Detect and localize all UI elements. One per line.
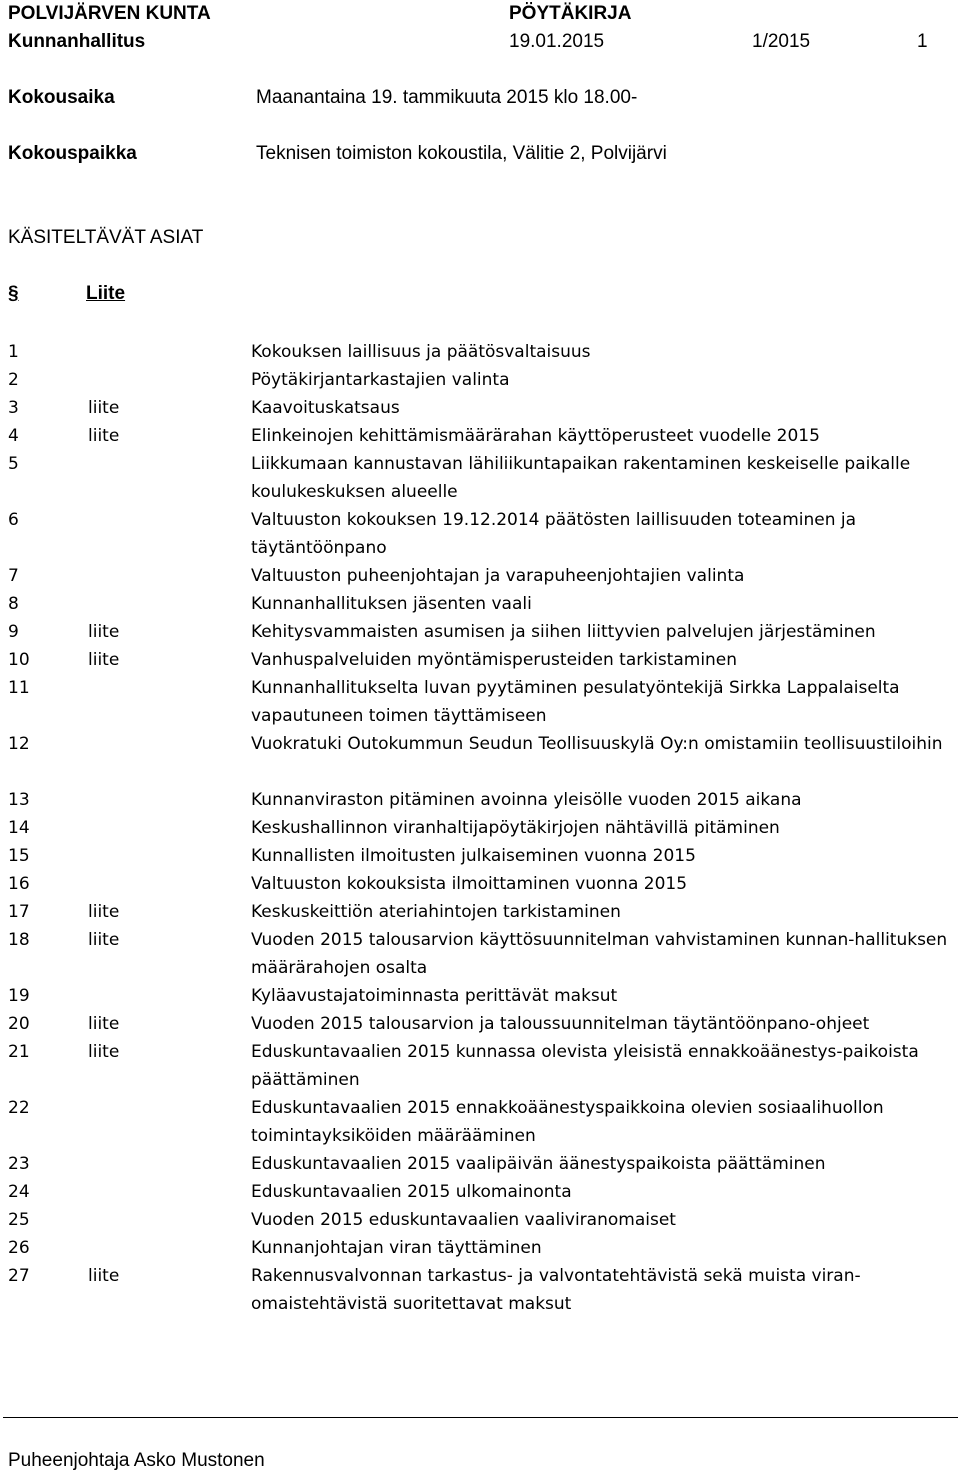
agenda-item-title: Kehitysvammaisten asumisen ja siihen liittyvien palvelujen järjestäminen: [251, 622, 876, 642]
agenda-item: [0, 926, 960, 982]
agenda-item-number: 16: [8, 874, 30, 894]
agenda-item-number: 9: [8, 622, 19, 642]
agenda-item-number: 23: [8, 1154, 30, 1174]
page-number: 1: [917, 31, 928, 52]
agenda-item-number: 25: [8, 1210, 30, 1230]
agenda-item-title: Valtuuston puheenjohtajan ja varapuheenjohtajien valinta: [251, 566, 745, 586]
agenda-item-number: 6: [8, 510, 19, 530]
agenda-item: [0, 1010, 960, 1038]
footer-divider: [3, 1417, 958, 1418]
agenda-item-number: 22: [8, 1098, 30, 1118]
agenda-item-title: Elinkeinojen kehittämismäärärahan käyttöperusteet vuodelle 2015: [251, 426, 820, 446]
meeting-place-value: Teknisen toimiston kokoustila, Välitie 2, Polvijärvi: [256, 143, 667, 164]
agenda-item-number: 24: [8, 1182, 30, 1202]
agenda-item: [0, 618, 960, 646]
agenda-item-title: Kunnanhallituksen jäsenten vaali: [251, 594, 532, 614]
agenda-item-number: 5: [8, 454, 19, 474]
agenda-item-title: Valtuuston kokouksen 19.12.2014 päätösten laillisuuden toteaminen ja täytäntöönpano: [251, 510, 857, 558]
agenda-item: [0, 366, 960, 394]
agenda-item-number: 8: [8, 594, 19, 614]
agenda-item-title: Kunnanhallitukselta luvan pyytäminen pesulatyöntekijä Sirkka Lappalaiselta vapautuneen toimen täyttämiseen: [251, 678, 900, 726]
agenda-item: [0, 898, 960, 926]
agenda-item: [0, 1178, 960, 1206]
agenda-item-title: Vuoden 2015 eduskuntavaalien vaaliviranomaiset: [251, 1210, 676, 1230]
agenda-item-number: 11: [8, 678, 30, 698]
meeting-time-value: Maanantaina 19. tammikuuta 2015 klo 18.00-: [256, 87, 638, 108]
agenda-item-number: 20: [8, 1014, 30, 1034]
agenda-item: [0, 814, 960, 842]
agenda-item: [0, 338, 960, 366]
agenda-item-number: 26: [8, 1238, 30, 1258]
agenda-item-number: 19: [8, 986, 30, 1006]
agenda-item-attachment: liite: [88, 426, 120, 446]
agenda-item-title: Eduskuntavaalien 2015 ennakkoäänestyspaikkoina olevien sosiaalihuollon toimintayksiköiden määrääminen: [251, 1098, 884, 1146]
agenda-item-title: Eduskuntavaalien 2015 vaalipäivän äänestyspaikoista päättäminen: [251, 1154, 826, 1174]
committee-name: Kunnanhallitus: [8, 31, 146, 52]
agenda-item-number: 27: [8, 1266, 30, 1286]
agenda-item-title: Kunnanjohtajan viran täyttäminen: [251, 1238, 542, 1258]
agenda-item-title: Vuoden 2015 talousarvion käyttösuunnitelman vahvistaminen kunnan-hallituksen määrärahojen osalta: [251, 930, 948, 978]
agenda-item-number: 3: [8, 398, 19, 418]
agenda-item-number: 12: [8, 734, 30, 754]
agenda-item-number: 1: [8, 342, 19, 362]
agenda-item-number: 15: [8, 846, 30, 866]
agenda-item-title: Kunnanviraston pitäminen avoinna yleisölle vuoden 2015 aikana: [251, 790, 802, 810]
agenda-item-attachment: liite: [88, 1266, 120, 1286]
agenda-item-title: Rakennusvalvonnan tarkastus- ja valvontatehtävistä sekä muista viran-omaistehtävistä suoritettavat maksut: [251, 1266, 861, 1314]
agenda-item-attachment: liite: [88, 1014, 120, 1034]
section-sign-heading: §: [8, 283, 19, 304]
agenda-item-attachment: liite: [88, 650, 120, 670]
agenda-item: [0, 1234, 960, 1262]
agenda-item-title: Eduskuntavaalien 2015 kunnassa olevista yleisistä ennakkoäänestys-paikoista päättäminen: [251, 1042, 919, 1090]
agenda-item: [0, 590, 960, 618]
agenda-item-title: Liikkumaan kannustavan lähiliikuntapaikan rakentaminen keskeiselle paikalle koulukeskuksen alueelle: [251, 454, 911, 502]
agenda-item: [0, 646, 960, 674]
document-type: PÖYTÄKIRJA: [509, 3, 632, 24]
agenda-item-title: Vanhuspalveluiden myöntämisperusteiden tarkistaminen: [251, 650, 738, 670]
agenda-item: [0, 506, 960, 562]
agenda-item: [0, 1094, 960, 1150]
agenda-list: [0, 338, 960, 1318]
meeting-place-label: Kokouspaikka: [8, 143, 137, 164]
agenda-item-attachment: liite: [88, 902, 120, 922]
attachment-heading: Liite: [86, 283, 126, 304]
agenda-item: [0, 450, 960, 506]
agenda-item: [0, 842, 960, 870]
agenda-item: [0, 730, 960, 786]
agenda-item: [0, 786, 960, 814]
minutes-number: 1/2015: [752, 31, 811, 52]
agenda-item-attachment: liite: [88, 398, 120, 418]
agenda-item-title: Keskuskeittiön ateriahintojen tarkistaminen: [251, 902, 621, 922]
agenda-item-number: 10: [8, 650, 30, 670]
agenda-item-number: 17: [8, 902, 30, 922]
agenda-item-number: 2: [8, 370, 19, 390]
agenda-item: [0, 870, 960, 898]
agenda-item-attachment: liite: [88, 1042, 120, 1062]
agenda-item: [0, 1206, 960, 1234]
agenda-item-title: Kokouksen laillisuus ja päätösvaltaisuus: [251, 342, 591, 362]
agenda-item-number: 13: [8, 790, 30, 810]
agenda-item-number: 4: [8, 426, 19, 446]
agenda-item: [0, 1262, 960, 1318]
agenda-item-number: 7: [8, 566, 19, 586]
agenda-item-title: Keskushallinnon viranhaltijapöytäkirjojen nähtävillä pitäminen: [251, 818, 780, 838]
agenda-item-attachment: liite: [88, 930, 120, 950]
agenda-item-title: Kyläavustajatoiminnasta perittävät maksut: [251, 986, 618, 1006]
agenda-item: [0, 674, 960, 730]
agenda-item: [0, 422, 960, 450]
agenda-item: [0, 1150, 960, 1178]
agenda-item-title: Valtuuston kokouksista ilmoittaminen vuonna 2015: [251, 874, 688, 894]
meeting-date: 19.01.2015: [509, 31, 605, 52]
agenda-item-title: Vuoden 2015 talousarvion ja taloussuunnitelman täytäntöönpano-ohjeet: [251, 1014, 870, 1034]
agenda-item-title: Eduskuntavaalien 2015 ulkomainonta: [251, 1182, 572, 1202]
agenda-item-number: 14: [8, 818, 30, 838]
meeting-time-label: Kokousaika: [8, 87, 115, 108]
agenda-item: [0, 1038, 960, 1094]
agenda-item-title: Kaavoituskatsaus: [251, 398, 400, 418]
agenda-item-number: 21: [8, 1042, 30, 1062]
section-title: KÄSITELTÄVÄT ASIAT: [8, 227, 204, 248]
agenda-item-title: Pöytäkirjantarkastajien valinta: [251, 370, 510, 390]
agenda-item: [0, 562, 960, 590]
agenda-item-title: Kunnallisten ilmoitusten julkaiseminen vuonna 2015: [251, 846, 696, 866]
agenda-item-title: Vuokratuki Outokummun Seudun Teollisuuskylä Oy:n omistamiin teollisuustiloihin: [251, 734, 943, 754]
agenda-item: [0, 982, 960, 1010]
agenda-item: [0, 394, 960, 422]
agenda-item-number: 18: [8, 930, 30, 950]
organization-name: POLVIJÄRVEN KUNTA: [8, 3, 211, 24]
chairperson-signature-line: Puheenjohtaja Asko Mustonen: [8, 1450, 265, 1471]
agenda-item-attachment: liite: [88, 622, 120, 642]
